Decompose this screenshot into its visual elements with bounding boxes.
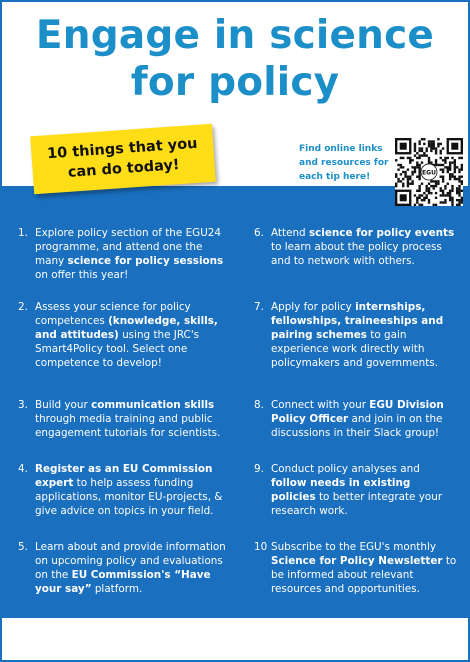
tip-number: 6. xyxy=(254,227,264,239)
tip-text xyxy=(35,300,232,370)
tip-text-segment: to better integrate your research work. xyxy=(271,491,443,517)
tip-item-5 xyxy=(18,540,232,596)
tip-text-segment: Connect with your xyxy=(271,399,370,411)
tip-item-8 xyxy=(254,398,458,440)
tip-text xyxy=(271,300,458,370)
tip-text-bold: follow needs in existing policies xyxy=(271,477,411,503)
tip-item-3 xyxy=(18,398,232,440)
qr-caption xyxy=(299,142,399,184)
tip-text-segment: Build your xyxy=(35,399,92,411)
tip-number: 3. xyxy=(18,399,28,411)
tip-text xyxy=(271,462,458,518)
tip-text xyxy=(35,226,232,282)
tip-text-bold: communication skills xyxy=(91,399,215,411)
callout-line-2: can do today! xyxy=(67,157,181,181)
tip-text-segment: Attend xyxy=(271,227,309,239)
tip-text-bold: science for policy sessions xyxy=(67,255,224,267)
tip-item-4 xyxy=(18,462,232,518)
tip-text-bold: (knowledge, skills, and attitudes) xyxy=(35,315,218,341)
title-line-1: Engage in science xyxy=(35,13,435,58)
tip-text-segment: Explore policy section of the EGU24 programme, and attend one the many xyxy=(35,227,222,267)
qr-caption-line-3: each tip here! xyxy=(299,172,371,182)
tip-text-segment: to gain experience work directly with policymakers and governments. xyxy=(271,329,439,369)
tip-number: 1. xyxy=(18,227,28,239)
tip-item-10 xyxy=(254,540,458,596)
tip-text-bold: EGU Division Policy Officer xyxy=(271,399,444,425)
tip-item-7 xyxy=(254,300,458,370)
tip-text-segment: platform. xyxy=(91,583,143,595)
callout-line-1: 10 things that you xyxy=(46,135,198,163)
tip-text-bold: internships, fellowships, traineeships and pairing schemes xyxy=(271,301,444,341)
tip-number: 10 xyxy=(254,541,268,553)
tip-item-1 xyxy=(18,226,232,282)
tip-number: 5. xyxy=(18,541,28,553)
tip-text-segment: on offer this year! xyxy=(35,269,129,281)
tip-text-segment: to learn about the policy process and to network with others. xyxy=(271,241,442,267)
tip-item-9 xyxy=(254,462,458,518)
tip-text-segment: to be informed about relevant resources and opportunities. xyxy=(271,555,457,595)
tip-text-bold: Register as an EU Commission expert xyxy=(35,463,213,489)
tip-text-segment: through media training and public engagement tutorials for scientists. xyxy=(35,413,221,439)
tip-item-2 xyxy=(18,300,232,370)
tip-text xyxy=(35,462,232,518)
qr-code-icon xyxy=(395,138,463,206)
qr-code[interactable] xyxy=(395,138,463,206)
tip-text-segment: and join in on the discussions in their Slack group! xyxy=(271,413,443,439)
tip-text-bold: science for policy events xyxy=(308,227,455,239)
qr-caption-line-1: Find online links xyxy=(299,144,383,154)
callout-card xyxy=(30,124,216,195)
tip-text xyxy=(271,540,458,596)
tip-text-segment: Subscribe to the EGU's monthly xyxy=(271,541,436,553)
tip-number: 7. xyxy=(254,301,264,313)
tip-number: 4. xyxy=(18,463,28,475)
tip-text-bold: Science for Policy Newsletter xyxy=(271,555,443,567)
footer-band xyxy=(2,618,468,660)
tip-text xyxy=(271,226,458,268)
tip-text-segment: to help assess funding applications, monitor EU-projects, & give advice on topics in your field. xyxy=(35,477,223,517)
title-line-2: for policy xyxy=(130,60,340,105)
tip-text-segment: Apply for policy xyxy=(271,301,356,313)
tip-text xyxy=(35,398,232,440)
tip-text-segment: Conduct policy analyses and xyxy=(271,463,420,475)
qr-logo-text: EGU xyxy=(422,169,436,177)
qr-caption-line-2: and resources for xyxy=(299,158,389,168)
tip-text xyxy=(35,540,232,596)
tip-text-segment: using the JRC's Smart4Policy tool. Select one competence to develop! xyxy=(35,329,200,369)
tip-number: 8. xyxy=(254,399,264,411)
tip-number: 2. xyxy=(18,301,28,313)
tip-text-segment: Assess your science for policy competences xyxy=(35,301,191,327)
tip-number: 9. xyxy=(254,463,264,475)
tip-text-segment: Learn about and provide information on upcoming policy and evaluations on the xyxy=(35,541,226,581)
tip-text xyxy=(271,398,458,440)
poster-title xyxy=(2,12,468,106)
tip-text-bold: EU Commission's “Have your say” xyxy=(35,569,211,595)
tip-item-6 xyxy=(254,226,458,268)
